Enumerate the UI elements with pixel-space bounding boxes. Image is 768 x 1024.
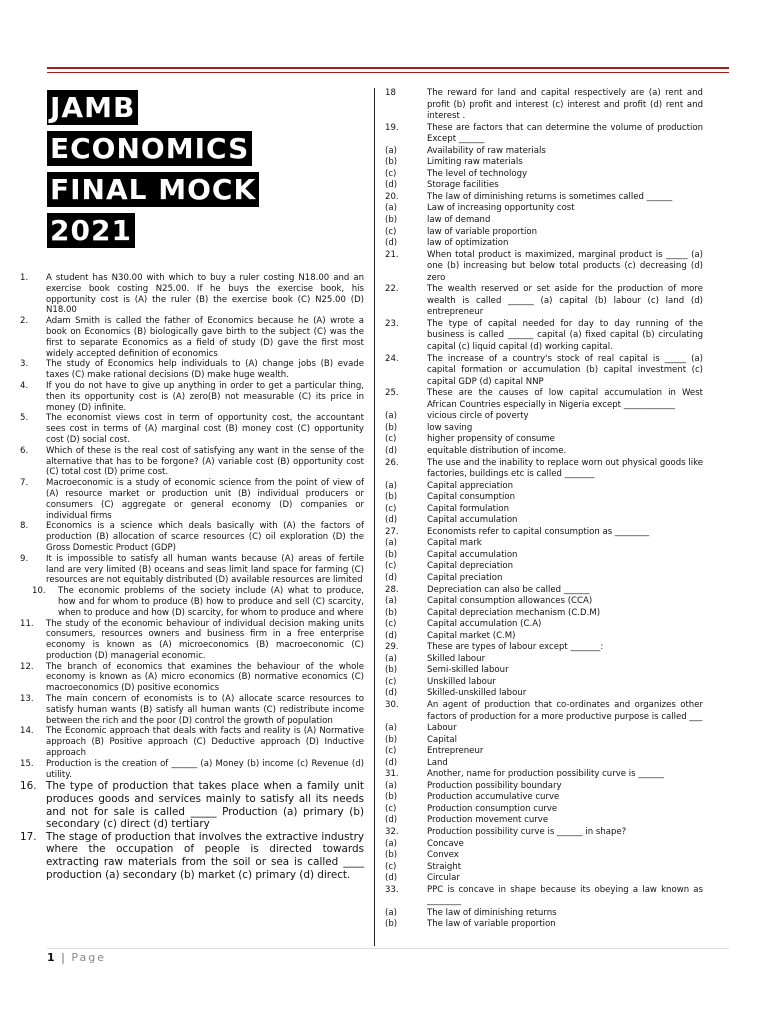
question-item bbox=[20, 413, 364, 445]
answer-option bbox=[385, 781, 703, 793]
question-item bbox=[385, 769, 703, 781]
item-text: vicious circle of poverty bbox=[427, 411, 529, 422]
answer-option bbox=[385, 411, 703, 423]
item-number: 9. bbox=[20, 553, 29, 564]
answer-option bbox=[385, 839, 703, 851]
item-text: The branch of economics that examines the behaviour of the whole economy is known as (A) micro economics (B) normative economics (C) macroeconomics (D) positive economics bbox=[46, 661, 364, 694]
answer-option bbox=[385, 758, 703, 770]
question-item bbox=[20, 831, 364, 881]
question-item bbox=[385, 527, 703, 539]
question-item bbox=[20, 478, 364, 521]
item-text: Capital mark bbox=[427, 538, 482, 549]
answer-option bbox=[385, 146, 703, 158]
answer-option bbox=[385, 619, 703, 631]
item-text: equitable distribution of income. bbox=[427, 445, 567, 456]
item-text: Availability of raw materials bbox=[427, 145, 546, 156]
item-number: (d) bbox=[385, 815, 398, 826]
question-item bbox=[20, 619, 364, 662]
item-text: The level of technology bbox=[427, 168, 528, 179]
answer-option bbox=[385, 804, 703, 816]
item-number: (a) bbox=[385, 480, 397, 491]
item-number: (d) bbox=[385, 688, 398, 699]
answer-option bbox=[385, 873, 703, 885]
item-number: (b) bbox=[385, 850, 398, 861]
item-number: 30. bbox=[385, 699, 399, 710]
answer-option bbox=[385, 596, 703, 608]
item-number: 18 bbox=[385, 88, 396, 98]
answer-option bbox=[385, 203, 703, 215]
item-number: 28. bbox=[385, 584, 399, 595]
item-number: (b) bbox=[385, 492, 398, 503]
item-number: (a) bbox=[385, 538, 397, 549]
item-number: 16. bbox=[20, 780, 37, 793]
item-text: When total product is maximized, marginal product is _____ (a) one (b) increasing but below total products (c) decreasing (d) zero bbox=[427, 249, 703, 283]
item-number: 3. bbox=[20, 359, 29, 370]
item-text: The wealth reserved or set aside for the production of more wealth is called ______ (a) capital (b) labour (c) land (d) entrepreneur bbox=[427, 284, 703, 318]
item-number: 27. bbox=[385, 526, 399, 537]
page-number: 1 bbox=[47, 951, 55, 964]
item-number: (b) bbox=[385, 549, 398, 560]
item-text: Convex bbox=[427, 850, 459, 861]
item-text: Unskilled labour bbox=[427, 676, 496, 687]
item-text: The use and the inability to replace worn out physical goods like factories, buildings etc is called _______ bbox=[427, 457, 703, 480]
item-text: Production movement curve bbox=[427, 815, 549, 826]
question-item bbox=[20, 316, 364, 359]
question-item bbox=[20, 521, 364, 553]
answer-option bbox=[385, 631, 703, 643]
question-item bbox=[20, 586, 364, 618]
item-text: Capital accumulation bbox=[427, 549, 518, 560]
item-text: Capital appreciation bbox=[427, 480, 514, 491]
item-number: 24. bbox=[385, 353, 399, 364]
item-number: (d) bbox=[385, 873, 398, 884]
item-number: (d) bbox=[385, 572, 398, 583]
answer-option bbox=[385, 746, 703, 758]
item-text: Production possibility curve is ______ in shape? bbox=[427, 827, 627, 837]
answer-option bbox=[385, 677, 703, 689]
item-text: Capital formulation bbox=[427, 503, 510, 514]
answer-option bbox=[385, 538, 703, 550]
answer-option bbox=[385, 573, 703, 585]
question-item bbox=[385, 319, 703, 354]
item-number: (d) bbox=[385, 238, 398, 249]
item-text: law of demand bbox=[427, 215, 491, 226]
item-text: Which of these is the real cost of satisfying any want in the sense of the alternative that has to be forgone? (A) variable cost (B) opportunity cost (C) total cost (D) prime cost. bbox=[46, 445, 364, 478]
answer-option bbox=[385, 504, 703, 516]
item-number: 21. bbox=[385, 249, 399, 260]
item-text: Storage facilities bbox=[427, 180, 499, 191]
item-text: Capital bbox=[427, 734, 457, 745]
item-number: 12. bbox=[20, 661, 34, 672]
answer-option bbox=[385, 608, 703, 620]
item-number: (a) bbox=[385, 411, 397, 422]
item-number: 29. bbox=[385, 642, 399, 653]
item-number: 31. bbox=[385, 769, 399, 780]
item-text: Capital accumulation bbox=[427, 515, 518, 526]
item-text: An agent of production that co-ordinates and organizes other factors of production for a more productive purpose is called ___ bbox=[427, 699, 703, 722]
item-number: (c) bbox=[385, 619, 397, 630]
item-number: 20. bbox=[385, 191, 399, 202]
item-text: The study of Economics help individuals to (A) change jobs (B) evade taxes (C) make rational decisions (D) make huge wealth. bbox=[46, 359, 364, 381]
answer-option bbox=[385, 550, 703, 562]
title-line-1: JAMB bbox=[47, 90, 138, 125]
item-number: 23. bbox=[385, 318, 399, 329]
item-text: low saving bbox=[427, 422, 473, 433]
item-number: 33. bbox=[385, 884, 399, 895]
title-line-3: FINAL MOCK bbox=[47, 172, 259, 207]
item-text: The type of production that takes place when a family unit produces goods and services mainly to satisfy all its needs and not for sale is called _____ Production (a) primary (b) secondary (c) direct (d) tertiary bbox=[46, 780, 364, 831]
item-number: (b) bbox=[385, 792, 398, 803]
item-text: Skilled-unskilled labour bbox=[427, 688, 527, 699]
item-text: The Economic approach that deals with facts and reality is (A) Normative approach (B) Positive approach (C) Deductive approach (D) Inductive approach bbox=[46, 726, 364, 759]
item-text: PPC is concave in shape because its obeying a law known as ________ bbox=[427, 884, 703, 907]
item-text: Production consumption curve bbox=[427, 803, 558, 814]
item-text: Limiting raw materials bbox=[427, 157, 523, 168]
item-text: law of variable proportion bbox=[427, 226, 537, 237]
question-item bbox=[385, 88, 703, 123]
item-text: Production accumulative curve bbox=[427, 792, 560, 803]
answer-option bbox=[385, 654, 703, 666]
answer-option bbox=[385, 481, 703, 493]
item-number: 4. bbox=[20, 380, 29, 391]
item-number: (d) bbox=[385, 515, 398, 526]
answer-option bbox=[385, 862, 703, 874]
question-item bbox=[385, 885, 703, 908]
item-text: law of optimization bbox=[427, 238, 509, 249]
answer-option bbox=[385, 492, 703, 504]
item-number: (a) bbox=[385, 203, 397, 214]
item-number: (c) bbox=[385, 168, 397, 179]
title-line-4: 2021 bbox=[47, 213, 135, 248]
item-number: (c) bbox=[385, 561, 397, 572]
page-footer bbox=[47, 951, 106, 964]
item-number: 8. bbox=[20, 521, 29, 532]
item-number: (d) bbox=[385, 630, 398, 641]
item-number: (b) bbox=[385, 734, 398, 745]
item-text: Depreciation can also be called ______ bbox=[427, 584, 590, 595]
question-item bbox=[20, 273, 364, 316]
item-text: Capital preciation bbox=[427, 572, 503, 583]
question-item bbox=[385, 123, 703, 146]
item-number: (a) bbox=[385, 723, 397, 734]
question-item bbox=[385, 250, 703, 285]
item-number: 14. bbox=[20, 726, 34, 737]
left-column-questions bbox=[20, 273, 364, 881]
question-item bbox=[385, 388, 703, 411]
item-number: 32. bbox=[385, 827, 399, 837]
answer-option bbox=[385, 446, 703, 458]
item-text: Law of increasing opportunity cost bbox=[427, 203, 575, 214]
item-text: Concave bbox=[427, 838, 464, 849]
item-text: It is impossible to satisfy all human wants because (A) areas of fertile land are very limited (B) oceans and seas limit land space for farming (C) resources are not equitably distributed (D) available resources are limited bbox=[46, 553, 364, 586]
item-text: The law of variable proportion bbox=[427, 919, 556, 930]
answer-option bbox=[385, 792, 703, 804]
item-text: The main concern of economists is to (A) allocate scarce resources to satisfy human wants (B) satisfy all human wants (C) redistribute income between the rich and the poor (D) control the growth of population bbox=[46, 694, 364, 726]
answer-option bbox=[385, 908, 703, 920]
item-text: higher propensity of consume bbox=[427, 434, 555, 445]
question-item bbox=[385, 284, 703, 319]
answer-option bbox=[385, 561, 703, 573]
answer-option bbox=[385, 665, 703, 677]
item-text: Macroeconomic is a study of economic science from the point of view of (A) resource market or production unit (B) individual producers or consumers (C) aggregate or general economy (D) companies or individual firms bbox=[46, 478, 364, 521]
item-text: The stage of production that involves the extractive industry where the occupation of people is directed towards extracting raw materials from the soil or sea is called ____ production (a) secondary (b) market (c) primary (d) direct. bbox=[46, 830, 364, 881]
item-text: The economic problems of the society include (A) what to produce, how and for whom to produce (B) how to produce and sell (C) scarcity, when to produce and how (D) scarcity, for whom to produce and where bbox=[58, 586, 364, 618]
item-text: Skilled labour bbox=[427, 653, 486, 664]
item-number: 15. bbox=[20, 758, 34, 769]
item-text: The increase of a country's stock of real capital is _____ (a) capital formation or accumulation (b) capital investment (c) capital GDP (d) capital NNP bbox=[427, 353, 703, 387]
item-number: 17. bbox=[20, 830, 37, 843]
item-text: Economists refer to capital consumption as ________ bbox=[427, 526, 650, 537]
answer-option bbox=[385, 688, 703, 700]
item-text: Production is the creation of ______ (a) Money (b) income (c) Revenue (d) utility. bbox=[46, 758, 364, 780]
item-text: These are factors that can determine the volume of production Except ______ bbox=[427, 122, 703, 145]
answer-option bbox=[385, 169, 703, 181]
question-item bbox=[20, 359, 364, 381]
question-item bbox=[20, 726, 364, 758]
question-item bbox=[20, 694, 364, 726]
question-item bbox=[20, 554, 364, 586]
item-text: Capital depreciation mechanism (C.D.M) bbox=[427, 607, 601, 618]
item-number: (a) bbox=[385, 596, 397, 607]
item-text: If you do not have to give up anything in order to get a particular thing, then its opportunity cost is (A) zero(B) not measurable (C) its price in money (D) infinite. bbox=[46, 380, 364, 413]
answer-option bbox=[385, 215, 703, 227]
item-number: 26. bbox=[385, 457, 399, 468]
item-text: Labour bbox=[427, 723, 457, 734]
item-text: The law of diminishing returns bbox=[427, 907, 557, 918]
item-text: Semi-skilled labour bbox=[427, 665, 509, 676]
item-number: 10. bbox=[32, 586, 46, 597]
answer-option bbox=[385, 434, 703, 446]
item-text: The type of capital needed for day to day running of the business is called ______ capital (a) fixed capital (b) circulating capital (c) liquid capital (d) working capital. bbox=[427, 318, 703, 353]
page-separator: | bbox=[61, 951, 65, 964]
question-item bbox=[20, 446, 364, 478]
item-number: (c) bbox=[385, 676, 397, 687]
item-text: Straight bbox=[427, 861, 462, 872]
question-item bbox=[20, 759, 364, 781]
question-item bbox=[20, 381, 364, 413]
document-title bbox=[47, 90, 259, 254]
item-number: (a) bbox=[385, 780, 397, 791]
item-number: (b) bbox=[385, 215, 398, 226]
item-number: 19. bbox=[385, 122, 399, 133]
item-text: Production possibility boundary bbox=[427, 780, 562, 791]
footer-rule bbox=[47, 948, 729, 949]
column-divider bbox=[374, 88, 375, 946]
item-text: These are the causes of low capital accumulation in West African Countries especially in Nigeria except ____________ bbox=[427, 388, 703, 410]
item-text: These are types of labour except _______: bbox=[427, 642, 604, 653]
question-item bbox=[20, 780, 364, 830]
answer-option bbox=[385, 723, 703, 735]
item-number: 11. bbox=[20, 618, 34, 629]
item-number: (b) bbox=[385, 665, 398, 676]
item-number: 13. bbox=[20, 694, 34, 705]
item-number: (c) bbox=[385, 434, 397, 445]
item-number: (a) bbox=[385, 907, 397, 918]
item-number: (d) bbox=[385, 757, 398, 768]
item-number: 6. bbox=[20, 445, 29, 456]
answer-option bbox=[385, 180, 703, 192]
item-number: (c) bbox=[385, 803, 397, 814]
item-text: Adam Smith is called the father of Economics because he (A) wrote a book on Economics (B) biologically gave birth to the subject (C) was the first to separate Economics as a field of study (D) gave the first most widely accepted definition of economics bbox=[46, 316, 364, 359]
item-number: (d) bbox=[385, 445, 398, 456]
item-text: Capital depreciation bbox=[427, 561, 514, 572]
item-number: 5. bbox=[20, 413, 29, 424]
item-text: Entrepreneur bbox=[427, 746, 484, 757]
answer-option bbox=[385, 157, 703, 169]
item-text: Capital accumulation (C.A) bbox=[427, 619, 542, 630]
item-number: (c) bbox=[385, 226, 397, 237]
item-text: Capital market (C.M) bbox=[427, 630, 516, 641]
question-item bbox=[385, 642, 703, 654]
answer-option bbox=[385, 850, 703, 862]
question-item bbox=[20, 662, 364, 694]
question-item bbox=[385, 354, 703, 389]
item-text: The study of the economic behaviour of individual decision making units consumers, resources owners and business firm in a free enterprise economy is known as (A) microeconomics (B) macroeconomic (C) production (D) managerial economic. bbox=[46, 618, 364, 661]
question-item bbox=[385, 192, 703, 204]
item-number: 7. bbox=[20, 478, 29, 489]
item-text: Land bbox=[427, 757, 448, 768]
item-text: The reward for land and capital respectively are (a) rent and profit (b) profit and interest (c) interest and profit (d) rent and interest . bbox=[427, 88, 703, 122]
item-text: The law of diminishing returns is sometimes called ______ bbox=[427, 191, 673, 202]
answer-option bbox=[385, 815, 703, 827]
answer-option bbox=[385, 423, 703, 435]
item-text: Economics is a science which deals basically with (A) the factors of production (B) allocation of scarce resources (C) oil exploration (D) the Gross Domestic Product (GDP) bbox=[46, 521, 364, 553]
item-number: (b) bbox=[385, 157, 398, 168]
item-number: 1. bbox=[20, 273, 29, 283]
item-number: 2. bbox=[20, 316, 29, 327]
item-text: Another, name for production possibility curve is ______ bbox=[427, 769, 664, 780]
question-item bbox=[385, 585, 703, 597]
item-number: (c) bbox=[385, 746, 397, 757]
item-number: (c) bbox=[385, 503, 397, 514]
answer-option bbox=[385, 227, 703, 239]
item-text: Capital consumption allowances (CCA) bbox=[427, 596, 593, 607]
item-number: (c) bbox=[385, 861, 397, 872]
item-number: (b) bbox=[385, 422, 398, 433]
item-text: The economist views cost in term of opportunity cost, the accountant sees cost in terms of (A) marginal cost (B) money cost (C) opportunity cost (D) social cost. bbox=[46, 413, 364, 445]
item-number: (a) bbox=[385, 653, 397, 664]
question-item bbox=[385, 827, 703, 839]
title-line-2: ECONOMICS bbox=[47, 131, 252, 166]
right-column-questions bbox=[385, 88, 703, 931]
answer-option bbox=[385, 238, 703, 250]
item-number: 22. bbox=[385, 284, 399, 295]
item-text: Capital consumption bbox=[427, 492, 516, 503]
item-number: (b) bbox=[385, 607, 398, 618]
answer-option bbox=[385, 515, 703, 527]
item-text: A student has N30.00 with which to buy a ruler costing N18.00 and an exercise book costing N25.00. If he buys the exercise book, his opportunity cost is (A) the ruler (B) the exercise book (C) N25.00 (D) N18.00 bbox=[46, 273, 364, 316]
item-text: Circular bbox=[427, 873, 460, 884]
answer-option bbox=[385, 735, 703, 747]
item-number: 25. bbox=[385, 388, 399, 399]
question-item bbox=[385, 700, 703, 723]
header-rule bbox=[47, 67, 729, 69]
item-number: (b) bbox=[385, 919, 398, 930]
item-number: (a) bbox=[385, 838, 397, 849]
item-number: (a) bbox=[385, 145, 397, 156]
item-number: (d) bbox=[385, 180, 398, 191]
header-rule-thin bbox=[47, 72, 729, 73]
answer-option bbox=[385, 919, 703, 931]
question-item bbox=[385, 458, 703, 481]
page-word: Page bbox=[71, 951, 107, 964]
